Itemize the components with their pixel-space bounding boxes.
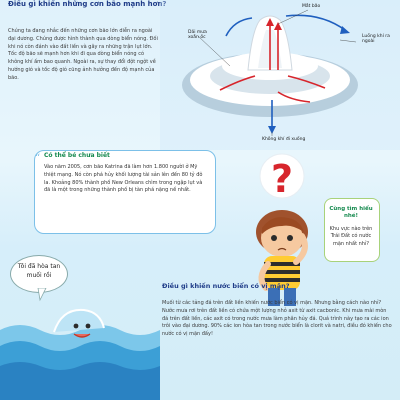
find-out-title: Cùng tìm hiểu nhé! <box>329 206 373 220</box>
sea-heading: Điều gì khiến nước biển có vị mặn? <box>162 282 290 290</box>
speech-bubble-tail <box>36 288 48 302</box>
sea-wave-illustration <box>0 296 160 400</box>
speech-bubble-text: Tôi đã hòa tan muối rồi <box>17 263 61 279</box>
quote-icon <box>34 152 44 162</box>
hurricane-paragraph: Chúng ta đang nhắc đến những cơn bão lớn diễn ra ngoài đại dương. Chúng được hình thành qua dòng biển nóng. Đối khi nó còn đánh vào đất liền và gây ra những trận lụt lớn. Tốc độ bão sẽ mạnh hơn khi đi qua dòng biển nóng có không khí ấm bao quanh. Ngoài ra, sự thay đổi đột ngột về hướng gió và tốc độ gió cũng ảnh hưởng đến độ mạnh của bão. <box>8 28 158 81</box>
question-mark-icon <box>258 150 306 212</box>
boy-character <box>236 206 322 310</box>
label-air-up: Luồng khí ra ngoài <box>362 34 390 45</box>
label-eye: Mắt bão <box>302 4 321 9</box>
svg-text:“: “ <box>35 153 41 162</box>
find-out-text: Khu vực nào trên Trái Đất có nước mặn nhất nhỉ? <box>329 226 373 247</box>
label-air-in: Không khí đi xuống <box>262 137 306 142</box>
did-you-know-text: Vào năm 2005, cơn bão Katrina đã làm hơn 1.800 người ở Mỹ thiệt mạng. Nó còn phá hủy khối lượng tài sản lên đến 80 tỷ đô la. Khoảng 80% thành phố New Orleans chìm trong ngập lụt và đã là một trong những thành phố bị tàn phá nặng nề nhất. <box>44 164 203 194</box>
svg-text:?: ? <box>270 157 294 201</box>
sea-paragraph: Muối từ các tảng đá trên đất liền khiến nước biển có vị mặn. Nhưng bằng cách nào nhỉ? Nước mưa rơi trên đất liền có chứa một lượng nhỏ axit từ axit cacbonic. Khi mưa mài mòn đá trên đất liền, các axit có trong nước mưa làm phân hủy đá. Quá trình này tạo ra các ion trôi vào đại dương. 90% các ion hòa tan trong nước biển là clorit và natri, điều đó khiến cho nước có vị mặn đấy! <box>162 300 392 337</box>
hurricane-heading: Điều gì khiến những cơn bão mạnh hơn? <box>8 0 167 8</box>
did-you-know-title: Có thể bé chưa biết <box>44 152 110 159</box>
hurricane-diagram <box>160 0 400 150</box>
label-rain-band: Dải mưa xoắn ốc <box>188 30 207 41</box>
